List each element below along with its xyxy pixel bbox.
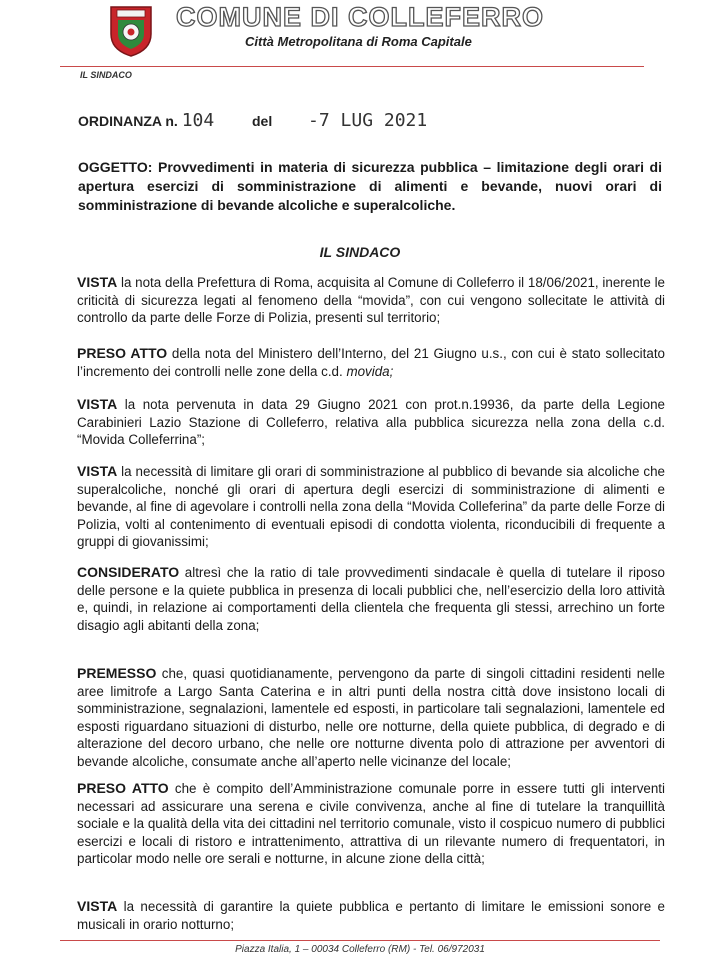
paragraph-vista-orari (77, 463, 665, 551)
paragraph-preso-atto-amministrazione (77, 780, 665, 868)
footer-divider (60, 940, 660, 941)
header-divider (60, 66, 644, 67)
paragraph-keyword: PRESO ATTO (77, 780, 169, 796)
letterhead (0, 0, 720, 70)
paragraph-text: la necessità di limitare gli orari di somministrazione al pubblico di bevande sia alcoliche che superalcoliche, nonché gli orari di apertura degli esercizi di somministrazione di alimenti e bevande, al fine di agevolare i controlli nella zona della “Movida Colleferina” da parte delle Forze di Polizia, volti al contenimento di eventuali episodi di condotta violenta, riconducibili di frequente a gruppi di giovanissimi; (77, 464, 665, 550)
ordinanza-date: -7 LUG 2021 (308, 110, 428, 131)
paragraph-vista-quiete (77, 898, 665, 933)
municipal-crest-icon (108, 4, 154, 58)
ordinanza-number: 104 (181, 110, 215, 131)
paragraph-preso-atto-ministero (77, 345, 665, 380)
ordinanza-label: ORDINANZA n. (78, 113, 178, 129)
section-title: IL SINDACO (319, 244, 401, 260)
comune-title: COMUNE DI COLLEFERRO (176, 2, 544, 32)
citta-subtitle: Città Metropolitana di Roma Capitale (245, 34, 472, 49)
paragraph-premesso (77, 665, 665, 771)
paragraph-keyword: VISTA (77, 898, 118, 914)
paragraph-keyword: VISTA (77, 396, 118, 412)
paragraph-keyword: CONSIDERATO (77, 564, 180, 580)
paragraph-vista-prefettura (77, 274, 665, 327)
paragraph-italic-tail: movida; (346, 363, 394, 379)
paragraph-text: la nota pervenuta in data 29 Giugno 2021 con prot.n.19936, da parte della Legione Carabinieri Lazio Stazione di Colleferro, relativa alla pubblica sicurezza nella zona della c.d. “Movida Colleferrina”; (77, 397, 665, 448)
paragraph-text: altresì che la ratio di tale provvedimenti sindacale è quella di tutelare il riposo delle persone e la quiete pubblica in presenza di locali pubblici che, nell’esercizio della loro attività e, quindi, in relazione ai comportamenti della clientela che frequenta gli stessi, arrechino un forte disagio agli abitanti della zona; (77, 565, 665, 633)
oggetto-block (78, 158, 662, 215)
paragraph-keyword: PREMESSO (77, 665, 157, 681)
paragraph-vista-carabinieri (77, 396, 665, 449)
ordinanza-line (78, 110, 427, 131)
paragraph-keyword: VISTA (77, 274, 118, 290)
oggetto-label: OGGETTO: (78, 159, 153, 175)
office-label: IL SINDACO (80, 70, 132, 80)
paragraph-considerato (77, 564, 665, 634)
paragraph-text: la necessità di garantire la quiete pubblica e pertanto di limitare le emissioni sonore e musicali in orario notturno; (77, 899, 665, 932)
paragraph-keyword: VISTA (77, 463, 118, 479)
paragraph-keyword: PRESO ATTO (77, 345, 168, 361)
paragraph-text: che è compito dell’Amministrazione comunale porre in essere tutti gli interventi necessari ad assicurare una serena e civile convivenza, anche al fine di tutelare la tranquillità sociale e la qualità della vita dei cittadini nel territorio comunale, visto il cospicuo numero di pubblici esercizi e locali di ristoro e intrattenimento, attrattiva di un rilevante numero di frequentatori, in particolar modo nelle ore serali e notturne, in alcune zione della città; (77, 781, 665, 867)
oggetto-text: Provvedimenti in materia di sicurezza pubblica – limitazione degli orari di apertura esercizi di somministrazione di alimenti e bevande, nuovi orari di somministrazione di bevande alcoliche e superalcoliche. (78, 159, 662, 213)
paragraph-text: la nota della Prefettura di Roma, acquisita al Comune di Colleferro il 18/06/2021, inerente le criticità di sicurezza legati al fenomeno della “movida”, con cui vengono sollecitate le attività di controllo da parte delle Forze di Polizia, presenti sul territorio; (77, 275, 665, 326)
footer-address: Piazza Italia, 1 – 00034 Colleferro (RM) - Tel. 06/972031 (235, 944, 485, 955)
ordinanza-del: del (252, 113, 273, 129)
paragraph-text: della nota del Ministero dell’Interno, del 21 Giugno u.s., con cui è stato sollecitato l’incremento dei controlli nelle zone della c.d. (77, 346, 665, 379)
paragraph-text: che, quasi quotidianamente, pervengono da parte di singoli cittadini residenti nelle aree limitrofe a Largo Santa Caterina e in altri punti della nostra città dove insistono locali di somministrazione, segnalazioni, lamentele ed esposti, in particolare tali segnalazioni, lamentele ed esposti riguardano situazioni di disturbo, nelle ore notturne, della quiete pubblica, di degrado e di alterazione del decoro urbano, che nelle ore notturne diventa polo di attrazione per avventori di bevande alcoliche, consumate anche all’aperto nelle vicinanze del locale; (77, 666, 665, 769)
